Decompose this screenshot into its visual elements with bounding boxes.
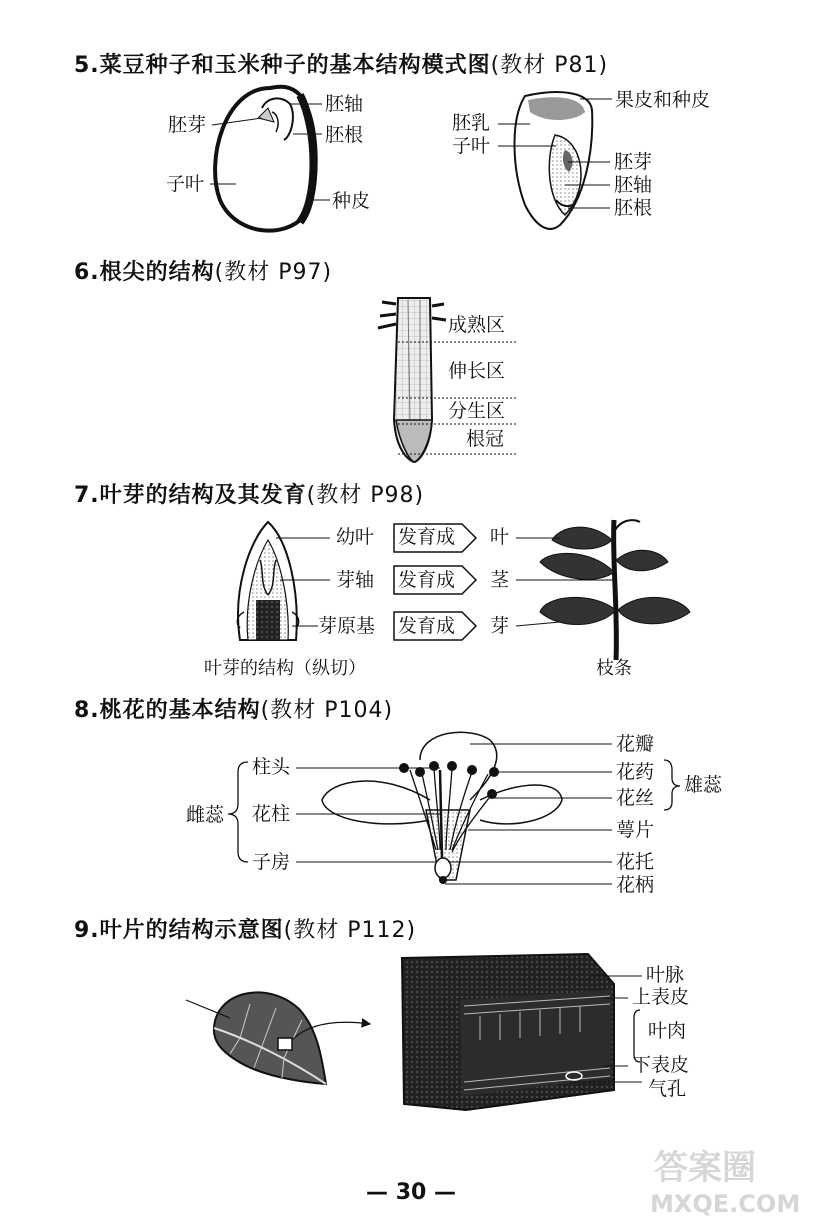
- pistil-part-ovary: 子房: [252, 851, 291, 873]
- result-bud: 芽: [490, 615, 510, 637]
- leaf-label-vein: 叶脉: [646, 964, 685, 986]
- leaf-label-mesophyll: 叶肉: [648, 1020, 687, 1042]
- flower-label-pedicel: 花柄: [616, 874, 655, 896]
- leaf-diagram: [186, 992, 370, 1084]
- section-6-title: 6.根尖的结构: [74, 260, 215, 285]
- bean-label-cotyledon: 子叶: [166, 173, 205, 195]
- section-6-ref: (教材 P97): [214, 260, 333, 285]
- bean-label-seed-coat: 种皮: [332, 190, 371, 212]
- section-8-ref: (教材 P104): [260, 698, 394, 723]
- bean-seed-diagram: [215, 87, 316, 231]
- watermark-top: 答案圈: [654, 1148, 756, 1188]
- pistil-brace: [228, 762, 248, 862]
- leaf-zoom-box: [278, 1038, 292, 1050]
- develop-label-1: 发育成: [398, 526, 456, 548]
- root-tip-diagram: [378, 298, 446, 462]
- bud-part-young-leaf: 幼叶: [336, 526, 375, 548]
- root-zone-cap: 根冠: [466, 428, 505, 450]
- leaf-bud-diagram: [237, 522, 298, 640]
- flower-label-sepal: 萼片: [616, 819, 655, 841]
- peach-flower-diagram: [322, 732, 562, 884]
- root-zone-maturation: 成熟区: [448, 314, 506, 336]
- leaf-cross-section: [402, 954, 614, 1110]
- page-number: — 30 —: [366, 1180, 456, 1205]
- bean-label-embryo-bud: 胚芽: [168, 114, 207, 136]
- corn-label-endosperm: 胚乳: [452, 112, 491, 134]
- stamen-label: 雄蕊: [684, 774, 723, 796]
- section-7-title: 7.叶芽的结构及其发育: [74, 483, 307, 508]
- pistil-label: 雌蕊: [186, 804, 225, 826]
- bud-part-primordium: 芽原基: [318, 615, 376, 637]
- leaf-label-upper-epidermis: 上表皮: [632, 986, 690, 1008]
- flower-label-anther: 花药: [616, 761, 655, 783]
- section-5-ref: (教材 P81): [490, 53, 609, 78]
- result-stem: 茎: [490, 569, 510, 591]
- corn-label-cotyledon: 子叶: [452, 135, 491, 157]
- result-leaf: 叶: [490, 526, 510, 548]
- flower-label-receptacle: 花托: [616, 851, 655, 873]
- section-7-ref: (教材 P98): [306, 483, 425, 508]
- bud-part-bud-axis: 芽轴: [336, 569, 375, 591]
- leaf-label-lower-epidermis: 下表皮: [632, 1054, 690, 1076]
- caption-branch: 枝条: [596, 658, 632, 679]
- section-8-title: 8.桃花的基本结构: [74, 698, 261, 723]
- corn-label-embryo-bud: 胚芽: [614, 151, 653, 173]
- pistil-part-stigma: 柱头: [252, 756, 291, 778]
- develop-label-3: 发育成: [398, 615, 456, 637]
- corn-label-hypocotyl: 胚轴: [614, 174, 653, 196]
- branch-diagram: [540, 520, 690, 660]
- watermark-bottom: MXQE.COM: [650, 1190, 801, 1218]
- bean-label-hypocotyl: 胚轴: [325, 93, 364, 115]
- pistil-part-style: 花柱: [252, 803, 291, 825]
- bean-label-radicle: 胚根: [325, 124, 364, 146]
- section-9-ref: (教材 P112): [283, 918, 417, 943]
- section-9-title: 9.叶片的结构示意图: [74, 918, 284, 943]
- flower-label-filament: 花丝: [616, 787, 655, 809]
- stamen-brace: [664, 760, 680, 810]
- leaf-label-stoma: 气孔: [648, 1078, 687, 1100]
- flower-label-petal: 花瓣: [616, 733, 655, 755]
- root-zone-meristem: 分生区: [448, 400, 506, 422]
- corn-label-pericarp: 果皮和种皮: [615, 89, 711, 111]
- root-zone-elongation: 伸长区: [448, 360, 506, 382]
- caption-leaf-bud: 叶芽的结构（纵切）: [204, 658, 366, 679]
- develop-label-2: 发育成: [398, 569, 456, 591]
- section-5-title: 5.菜豆种子和玉米种子的基本结构模式图: [74, 53, 491, 78]
- corn-label-radicle: 胚根: [614, 197, 653, 219]
